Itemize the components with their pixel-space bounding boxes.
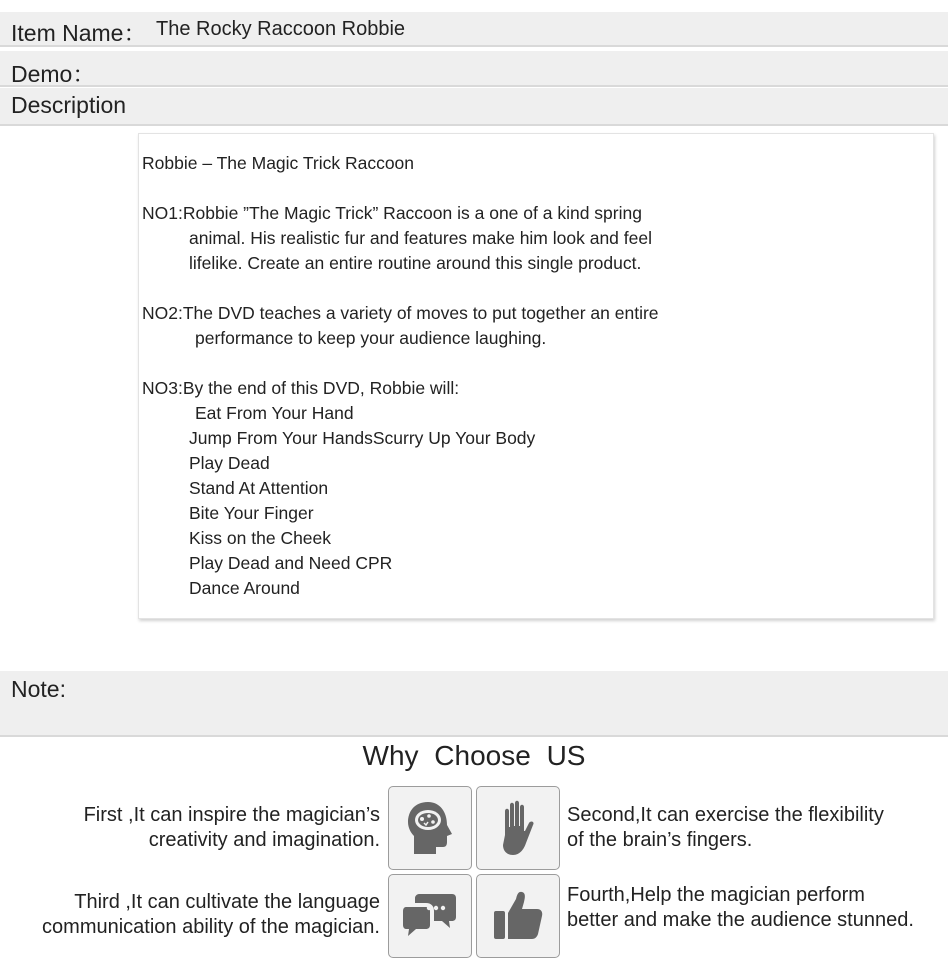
thumbs-up-tile — [476, 874, 560, 958]
chat-bubbles-tile — [388, 874, 472, 958]
feature-first-line2: creativity and imagination. — [148, 829, 380, 851]
feature-fourth-line1: Fourth,Help the magician perform — [567, 884, 865, 906]
note-bar — [0, 671, 948, 737]
feature-second-line2: of the brain’s fingers. — [567, 829, 753, 851]
feature-second-line1: Second,It can exercise the flexibility — [567, 804, 884, 826]
no1-line2: animal. His realistic fur and features make him look and feel — [189, 228, 652, 248]
feature-first-text — [84, 803, 380, 853]
feature-first-line1: First ,It can inspire the magician’s — [83, 804, 380, 826]
item-name-label: Item Name： — [11, 20, 147, 46]
item-name-value: The Rocky Raccoon Robbie — [156, 18, 406, 40]
feature-fourth-line2: better and make the audience stunned. — [567, 909, 914, 931]
brain-head-icon — [402, 798, 458, 858]
brain-head-tile — [388, 786, 472, 870]
feature-fourth-text — [567, 883, 914, 933]
demo-label: Demo： — [11, 61, 96, 87]
feature-third-line2: communication ability of the magician. — [42, 916, 380, 938]
hand-icon — [493, 797, 543, 859]
why-choose-us-title: Why Choose US — [362, 740, 586, 771]
feature-third-text — [42, 890, 380, 940]
no3-list-item: Play Dead — [189, 453, 270, 473]
no2-line1: NO2:The DVD teaches a variety of moves to put together an entire — [142, 303, 659, 323]
no2-line2: performance to keep your audience laughing. — [195, 328, 547, 348]
no3-list-item: Kiss on the Cheek — [189, 528, 332, 548]
no1-line1: NO1:Robbie ”The Magic Trick” Raccoon is a one of a kind spring — [142, 203, 642, 223]
no3-list-item: Bite Your Finger — [189, 503, 314, 523]
feature-second-text — [567, 803, 884, 853]
no1-line3: lifelike. Create an entire routine around this single product. — [189, 253, 642, 273]
demo-bar — [0, 51, 948, 87]
no3-list-item: Dance Around — [189, 578, 300, 598]
feature-third-line1: Third ,It can cultivate the language — [74, 891, 380, 913]
no3-line1: NO3:By the end of this DVD, Robbie will: — [142, 378, 460, 398]
chat-bubbles-icon — [402, 891, 458, 941]
no3-list-item: Jump From Your HandsScurry Up Your Body — [189, 428, 536, 448]
description-box — [138, 133, 934, 619]
hand-tile — [476, 786, 560, 870]
description-bar — [0, 88, 948, 126]
thumbs-up-icon — [492, 889, 544, 943]
no3-list-item: Stand At Attention — [189, 478, 329, 498]
no3-list-item: Play Dead and Need CPR — [189, 553, 393, 573]
item-name-bar — [0, 12, 948, 47]
note-label: Note: — [11, 676, 66, 702]
no3-list-item: Eat From Your Hand — [195, 403, 354, 423]
description-title: Robbie – The Magic Trick Raccoon — [142, 153, 415, 173]
description-label: Description — [11, 92, 127, 118]
